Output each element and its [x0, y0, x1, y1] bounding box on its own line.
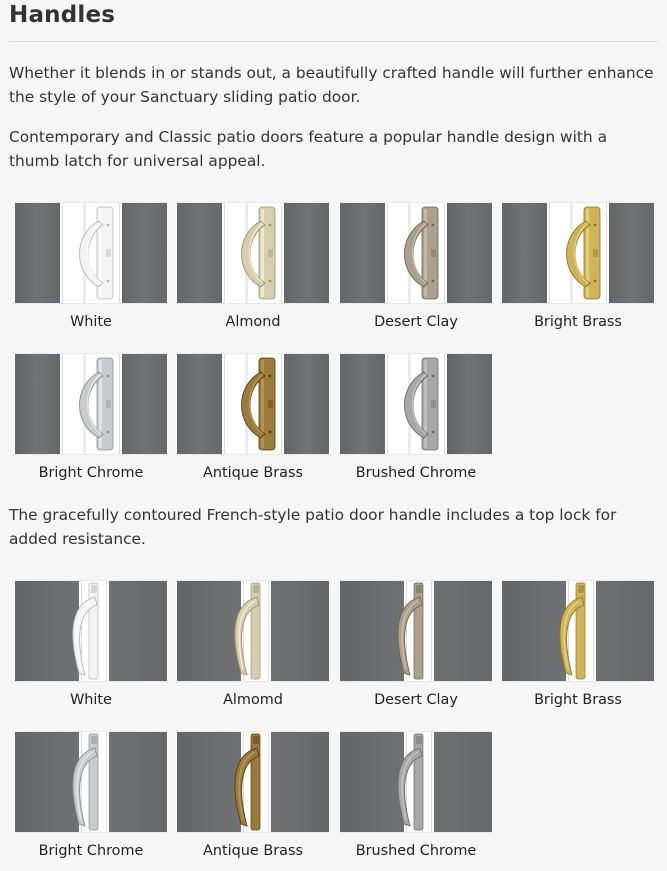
french-handle-swatch-image: [340, 731, 492, 833]
french-handle-icon: [15, 732, 167, 832]
classic-handle-finish-label: Desert Clay: [374, 314, 458, 330]
french-handle-icon: [177, 732, 329, 832]
classic-handle-swatch-image: [340, 353, 492, 455]
french-handle-finish-label: Bright Brass: [534, 692, 622, 708]
classic-handle-finish-label: White: [70, 314, 112, 330]
french-handle-finish-label: Desert Clay: [374, 692, 458, 708]
page-title: Handles: [9, 2, 116, 28]
french-handle-icon: [177, 581, 329, 681]
classic-description: Contemporary and Classic patio doors feature a popular handle design with a thumb latch for universal appeal.: [9, 128, 608, 170]
classic-handle-icon: [177, 203, 329, 303]
french-description: The gracefully contoured French-style patio door handle includes a top lock for added resistance.: [9, 506, 617, 548]
classic-handle-finish-label: Bright Brass: [534, 314, 622, 330]
classic-handle-swatch-image: [15, 202, 167, 304]
french-handle-icon: [340, 581, 492, 681]
classic-handle-swatch-image: [502, 202, 654, 304]
french-handle-swatch-image: [15, 731, 167, 833]
classic-handle-swatch-image: [177, 353, 329, 455]
french-handle-finish-label: Antique Brass: [203, 843, 303, 859]
classic-handle-icon: [15, 203, 167, 303]
french-handle-finish-label: Brushed Chrome: [355, 843, 477, 859]
classic-handle-finish-label: Bright Chrome: [38, 465, 144, 481]
french-handle-icon: [15, 581, 167, 681]
french-handle-swatch-image: [340, 580, 492, 682]
french-handle-finish-label: White: [70, 692, 112, 708]
classic-handle-swatch-image: [177, 202, 329, 304]
classic-handle-icon: [340, 354, 492, 454]
french-handle-icon: [340, 732, 492, 832]
intro-text: Whether it blends in or stands out, a beautifully crafted handle will further enhance the style of your Sanctuary sliding patio door.: [9, 64, 654, 106]
french-handle-swatch-image: [177, 731, 329, 833]
french-handle-swatch-image: [177, 580, 329, 682]
classic-handle-icon: [177, 354, 329, 454]
classic-handle-icon: [340, 203, 492, 303]
classic-handle-finish-label: Brushed Chrome: [355, 465, 477, 481]
french-handle-swatch-image: [15, 580, 167, 682]
classic-handle-icon: [502, 203, 654, 303]
classic-handle-finish-label: Almond: [225, 314, 281, 330]
french-handle-finish-label: Almomd: [223, 692, 283, 708]
classic-handle-swatch-image: [15, 353, 167, 455]
classic-handle-swatch-image: [340, 202, 492, 304]
classic-handle-finish-label: Antique Brass: [203, 465, 303, 481]
french-handle-icon: [502, 581, 654, 681]
title-divider: [9, 41, 658, 42]
french-handle-finish-label: Bright Chrome: [38, 843, 144, 859]
classic-handle-icon: [15, 354, 167, 454]
french-handle-swatch-image: [502, 580, 654, 682]
